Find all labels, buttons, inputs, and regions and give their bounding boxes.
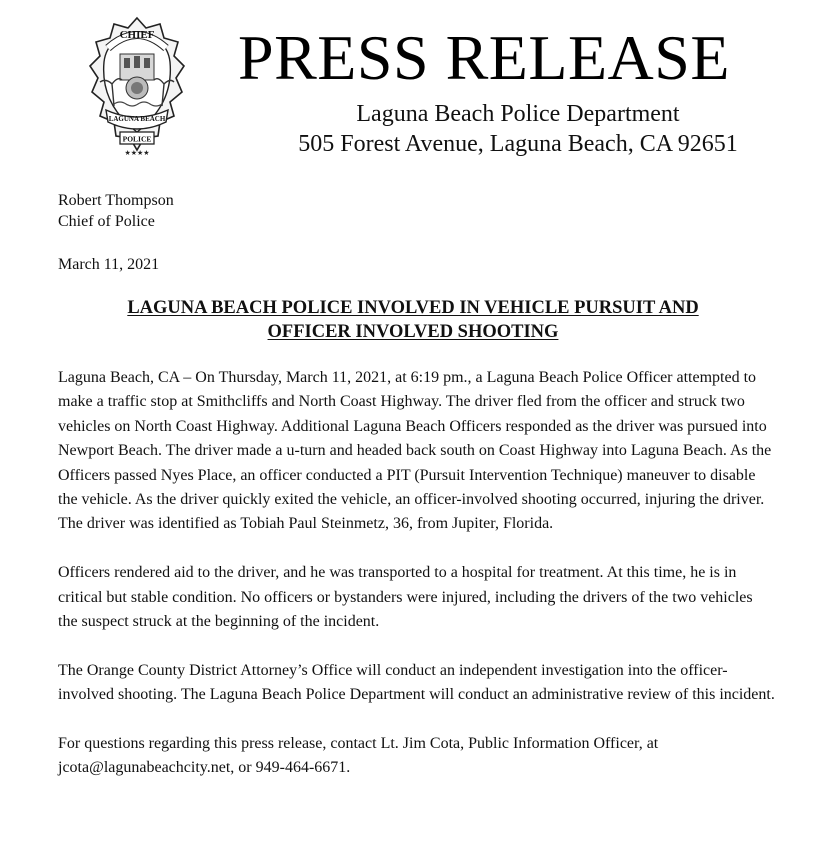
body-paragraph: The Orange County District Attorney’s Office will conduct an independent investigation into the officer-involved shooting. The Laguna Beach Police Department will conduct an administrative review of this incident.	[58, 661, 775, 704]
press-release-body	[58, 366, 776, 805]
body-paragraph: Officers rendered aid to the driver, and he was transported to a hospital for treatment. At this time, he is in critical but stable condition. No officers or bystanders were injured, including the drivers of the two vehicles the suspect struck at the beginning of the incident.	[58, 564, 753, 631]
press-release-title: PRESS RELEASE	[238, 22, 730, 93]
department-address: 505 Forest Avenue, Laguna Beach, CA 92651	[298, 131, 738, 157]
department-name: Laguna Beach Police Department	[356, 101, 680, 127]
headline-line-1: LAGUNA BEACH POLICE INVOLVED IN VEHICLE PURSUIT AND	[127, 298, 699, 318]
chief-name: Robert Thompson	[58, 192, 174, 209]
body-paragraph: For questions regarding this press release, contact Lt. Jim Cota, Public Information Officer, at jcota@lagunabeachcity.net, or 949-464-6671.	[58, 735, 659, 777]
chief-signature-block	[58, 190, 174, 232]
svg-text:★★★★: ★★★★	[124, 149, 150, 157]
badge-bottom-text: POLICE	[122, 134, 152, 144]
body-paragraph: Laguna Beach, CA – On Thursday, March 11, 2021, at 6:19 pm., a Laguna Beach Police Officer attempted to make a traffic stop at Smithcliffs and North Coast Highway. The driver fled from the officer and struck two vehicles on North Coast Highway. Additional Laguna Beach Officers responded as the driver was pursued into Newport Beach. The driver made a u-turn and headed back south on Coast Highway into Laguna Beach. As the Officers passed Nyes Place, an officer conducted a PIT (Pursuit Intervention Technique) maneuver to disable the vehicle. As the driver quickly exited the vehicle, an officer-involved shooting occurred, injuring the driver. The driver was identified as Tobiah Paul Steinmetz, 36, from Jupiter, Florida.	[58, 369, 772, 533]
police-badge-icon	[84, 14, 190, 170]
chief-title: Chief of Police	[58, 213, 155, 230]
headline	[40, 296, 786, 344]
headline-line-2: OFFICER INVOLVED SHOOTING	[267, 322, 559, 342]
release-date: March 11, 2021	[58, 256, 160, 273]
badge-banner-text: LAGUNA BEACH	[108, 115, 166, 123]
badge-top-text: CHIEF	[119, 29, 155, 41]
